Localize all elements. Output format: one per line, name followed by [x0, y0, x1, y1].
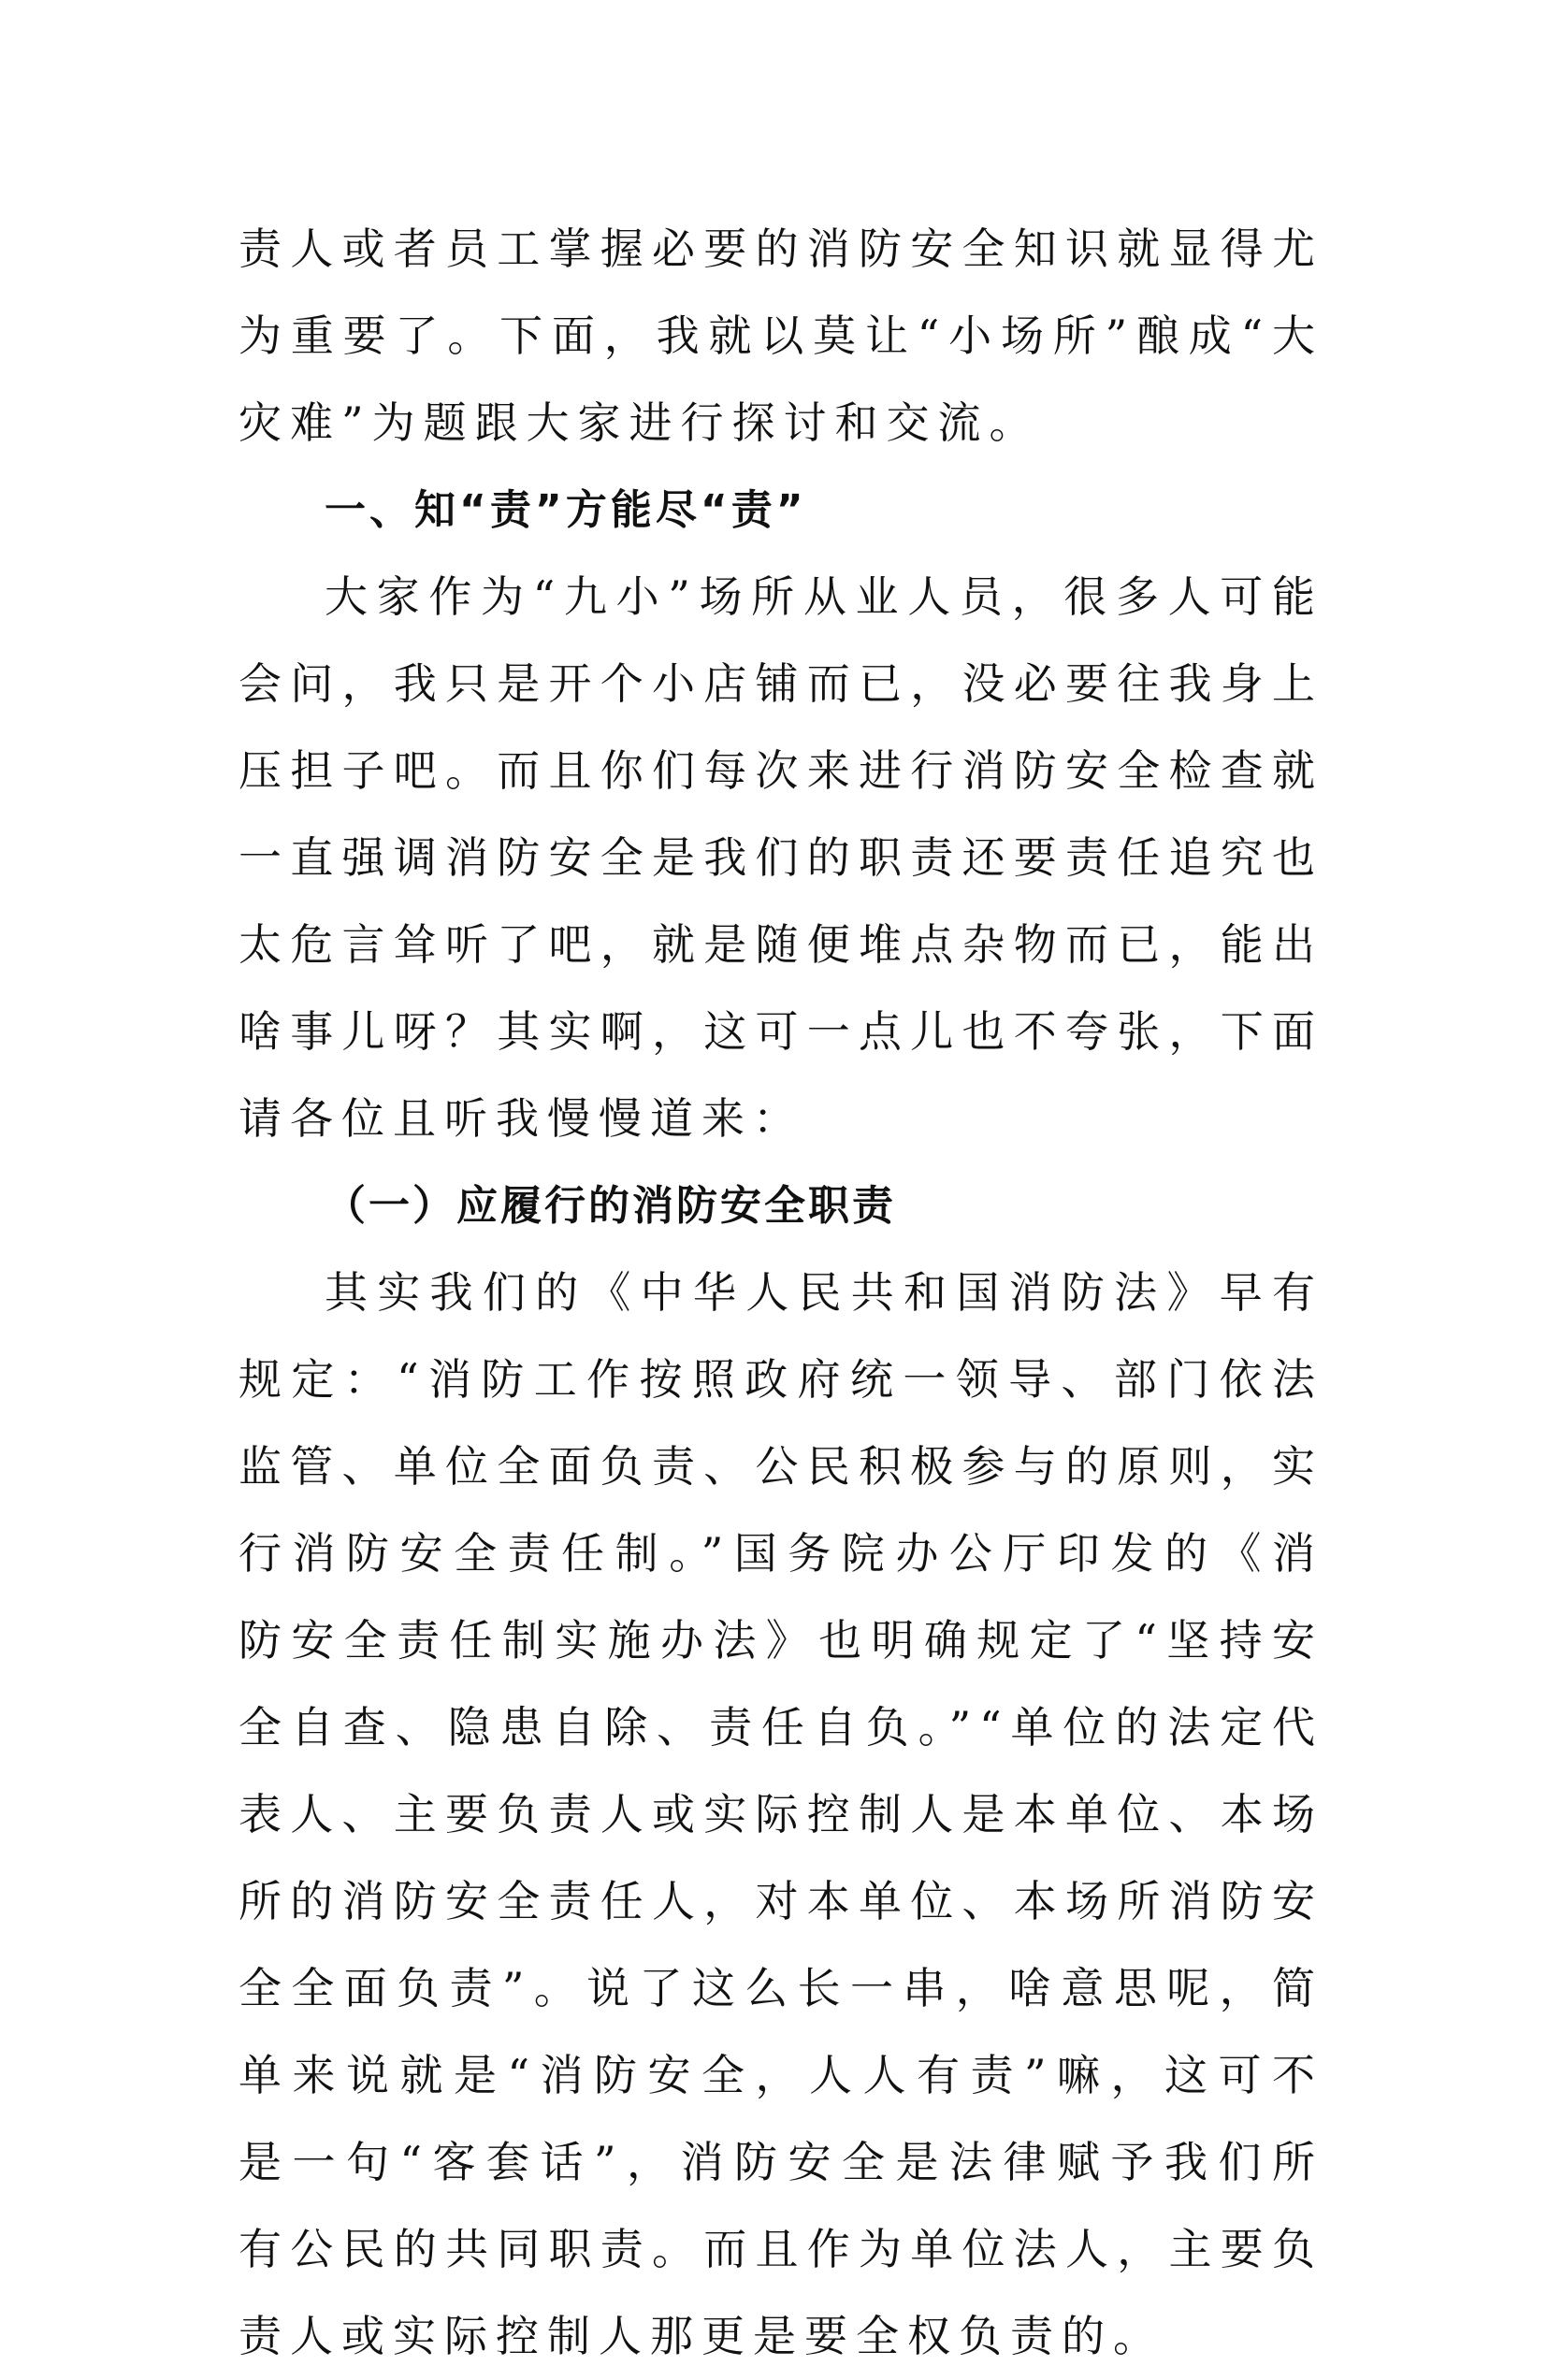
subsection-heading-1: （一）应履行的消防安全职责	[325, 1182, 896, 1230]
document-body	[239, 206, 1323, 2380]
paragraph-question: 大家作为“九小”场所从业人员，很多人可能会问，我只是开个小店铺而已，没必要往我身上压担子吧。而且你们每次来进行消防安全检查就一直强调消防安全是我们的职责还要责任追究也太危言耸听了吧，就是随便堆点杂物而已，能出啥事儿呀？其实啊，这可一点儿也不夸张，下面请各位且听我慢慢道来：	[239, 571, 1323, 1144]
paragraph-intro: 责人或者员工掌握必要的消防安全知识就显得尤为重要了。下面，我就以莫让“小场所”酿成“大灾难”为题跟大家进行探讨和交流。	[239, 224, 1323, 448]
paragraph-law: 其实我们的《中华人民共和国消防法》早有规定：“消防工作按照政府统一领导、部门依法监管、单位全面负责、公民积极参与的原则，实行消防安全责任制。”国务院办公厅印发的《消防安全责任制实施办法》也明确规定了“坚持安全自查、隐患自除、责任自负。”“单位的法定代表人、主要负责人或实际控制人是本单位、本场所的消防安全责任人，对本单位、本场所消防安全全面负责”。说了这么长一串，啥意思呢，简单来说就是“消防安全，人人有责”嘛，这可不是一句“客套话”，消防安全是法律赋予我们所有公民的共同职责。而且作为单位法人，主要负责人或实际控制人那更是要全权负责的。	[239, 1267, 1323, 2361]
section-heading-1: 一、知“责”方能尽“责”	[325, 486, 807, 534]
